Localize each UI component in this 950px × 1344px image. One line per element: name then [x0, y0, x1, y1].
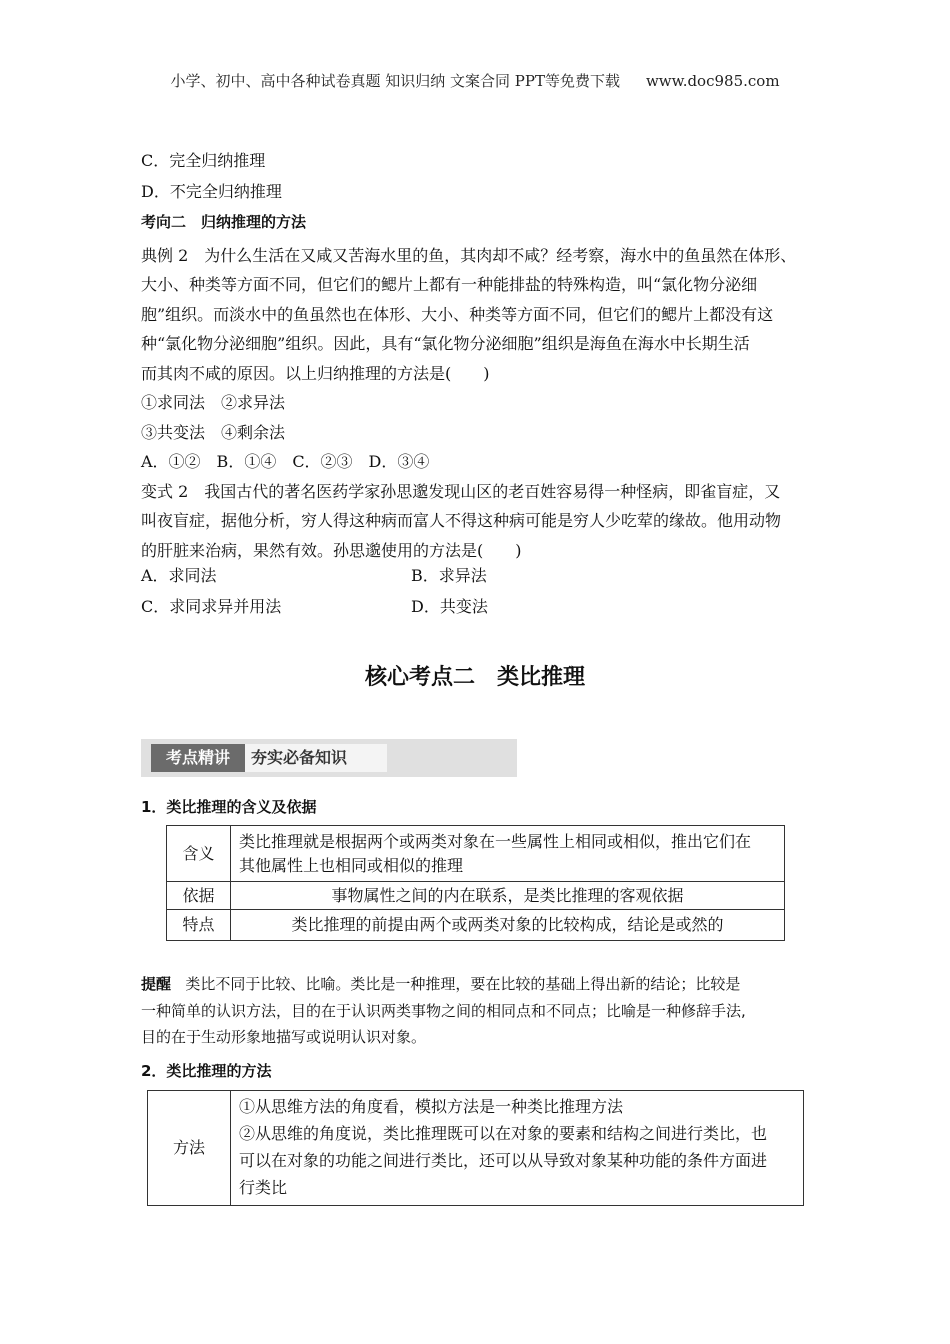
core-title: 核心考点二 类比推理	[364, 665, 585, 690]
row-line: 类比推理就是根据两个或两类对象在一些属性上相同或相似，推出它们在	[239, 831, 752, 851]
method-line: 行类比	[239, 1177, 288, 1197]
variant-option-c: C．求同求异并用法	[141, 597, 282, 616]
row-value: 事物属性之间的内在联系，是类比推理的客观依据	[231, 882, 785, 910]
tip-block	[141, 971, 816, 1051]
point1-heading: 1．类比推理的含义及依据	[141, 798, 317, 816]
section-banner	[141, 739, 517, 777]
tip-line: 一种简单的认识方法，目的在于认识两类事物之间的相同点和不同点；比喻是一种修辞手法,	[141, 1001, 746, 1020]
row-line: 其他属性上也相同或相似的推理	[239, 855, 464, 875]
row-key: 含义	[167, 826, 231, 882]
tip-line: 目的在于生动形象地描写或说明认识对象。	[141, 1028, 427, 1046]
banner-subtitle: 夯实必备知识	[251, 748, 348, 767]
header-url[interactable]: www.doc985.com	[645, 72, 780, 90]
tip-line: 类比不同于比较、比喻。类比是一种推理，要在比较的基础上得出新的结论；比较是	[185, 975, 741, 993]
method-line: ①从思维方法的角度看，模拟方法是一种类比推理方法	[239, 1096, 624, 1116]
variant-option-a: A．求同法	[141, 566, 217, 585]
table-row	[167, 826, 785, 882]
row-key: 方法	[148, 1091, 231, 1206]
row-value	[231, 826, 785, 882]
example-line: 而其肉不咸的原因。以上归纳推理的方法是( )	[141, 363, 490, 383]
tip-label: 提醒	[141, 975, 172, 993]
table-row	[167, 882, 785, 910]
page-header	[0, 70, 950, 91]
example-items-2: ③共变法 ④剩余法	[141, 422, 286, 442]
banner-tag: 考点精讲	[151, 744, 245, 772]
method-line: ②从思维的角度说，类比推理既可以在对象的要素和结构之间进行类比，也	[239, 1123, 768, 1143]
example-2	[141, 211, 811, 565]
variant-line: 变式 2 我国古代的著名医药学家孙思邈发现山区的老百姓容易得一种怪病，即雀盲症，又	[141, 481, 781, 501]
method-line: 可以在对象的功能之间进行类比，还可以从导致对象某种功能的条件方面进	[239, 1150, 768, 1170]
example-line: 胞”组织。而淡水中的鱼虽然也在体形、大小、种类等方面不同，但它们的鳃片上都没有这	[141, 304, 774, 324]
option-d: D．不完全归纳推理	[141, 182, 282, 201]
table-row	[148, 1091, 804, 1206]
variant-line: 的肝脏来治病，果然有效。孙思邈使用的方法是( )	[141, 540, 522, 560]
example-line: 种“氯化物分泌细胞”组织。因此，具有“氯化物分泌细胞”组织是海鱼在海水中长期生活	[141, 334, 750, 353]
example-items-1: ①求同法 ②求异法	[141, 393, 286, 412]
header-text: 小学、初中、高中各种试卷真题 知识归纳 文案合同 PPT等免费下载	[170, 72, 620, 90]
example-options: A．①② B．①④ C．②③ D．③④	[141, 452, 430, 471]
variant-option-d: D．共变法	[411, 597, 488, 616]
point2-heading: 2．类比推理的方法	[141, 1062, 272, 1080]
definition-table	[166, 825, 785, 941]
row-key: 依据	[167, 882, 231, 910]
row-value	[231, 1091, 804, 1206]
row-key: 特点	[167, 910, 231, 941]
method-table	[147, 1090, 804, 1206]
variant-line: 叫夜盲症，据他分析，穷人得这种病而富人不得这种病可能是穷人少吃荤的缘故。他用动物	[141, 511, 782, 530]
option-c: C．完全归纳推理	[141, 151, 266, 170]
section-heading: 考向二 归纳推理的方法	[141, 213, 307, 231]
example-line: 大小、种类等方面不同，但它们的鳃片上都有一种能排盐的特殊构造，叫“氯化物分泌细	[141, 275, 758, 294]
example-line: 典例 2 为什么生活在又咸又苦海水里的鱼，其肉却不咸？经考察，海水中的鱼虽然在体形、	[141, 245, 797, 265]
table-row	[167, 910, 785, 941]
variant-option-b: B．求异法	[411, 566, 487, 585]
row-value: 类比推理的前提由两个或两类对象的比较构成，结论是或然的	[231, 910, 785, 941]
